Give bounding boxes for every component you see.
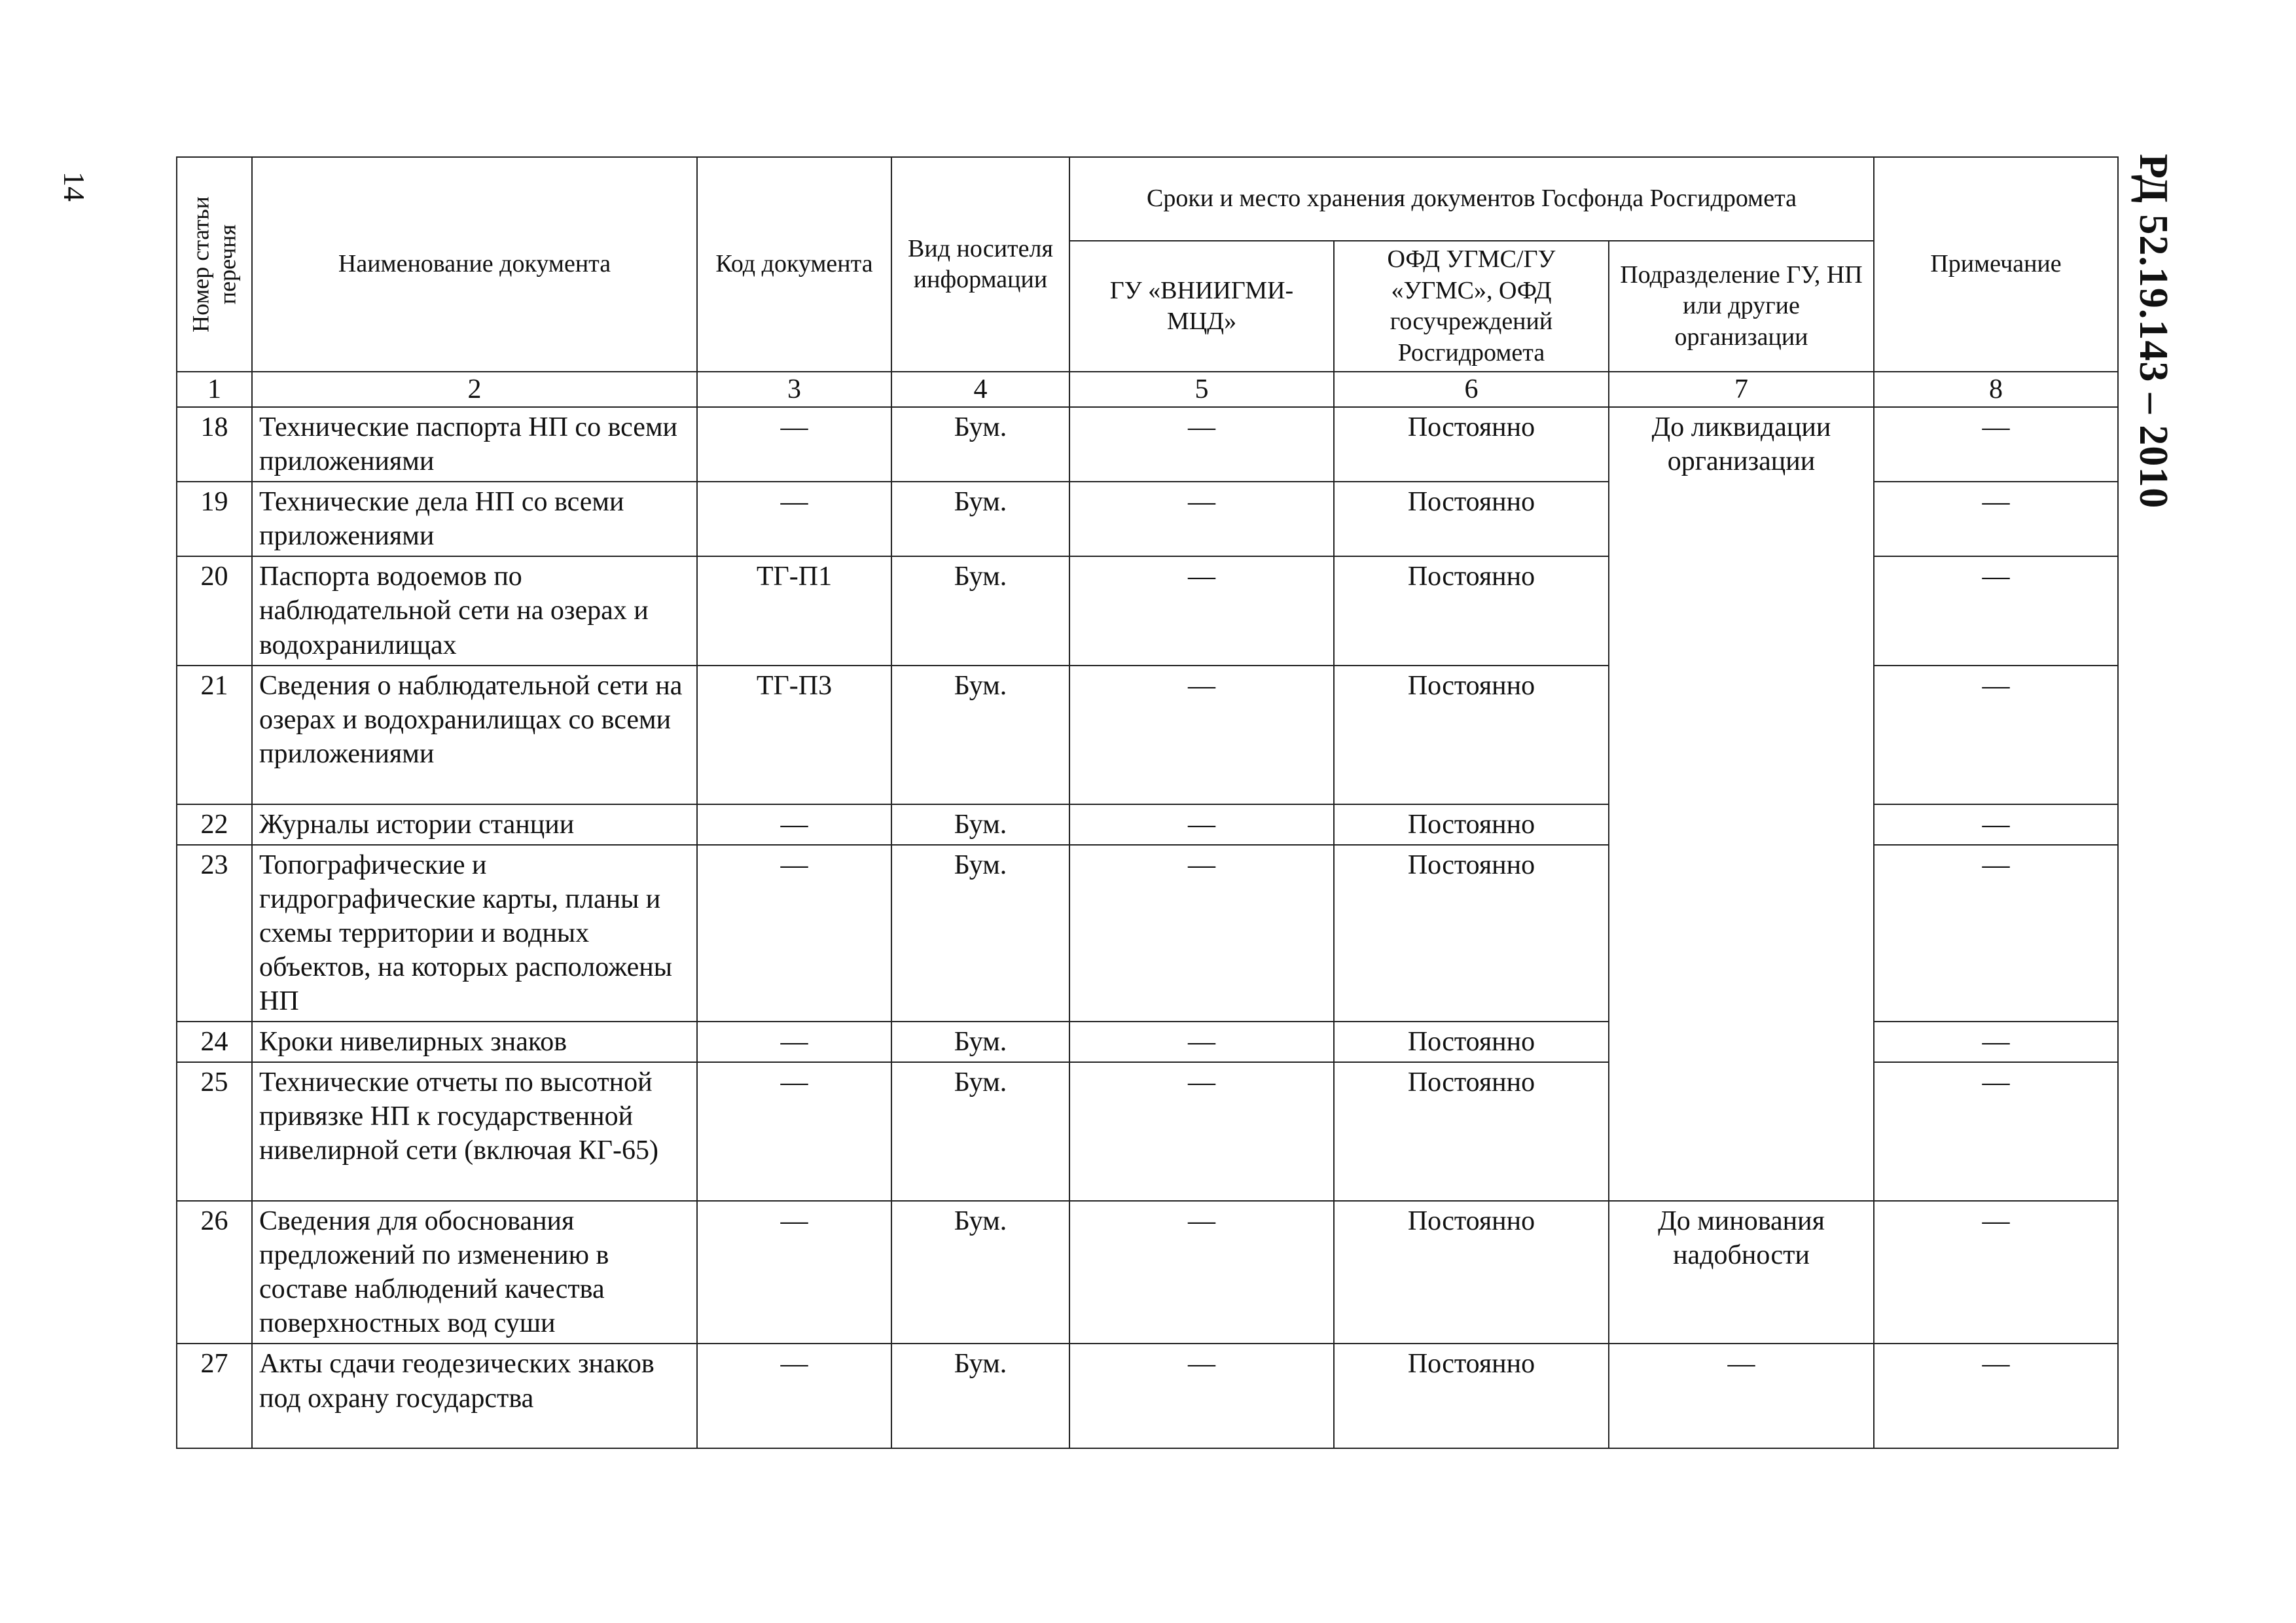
storage-b-cell: Постоянно — [1334, 1062, 1609, 1201]
document-name: Журналы истории станции — [252, 804, 697, 845]
note-cell: — — [1874, 482, 2118, 556]
storage-a-cell: — — [1069, 666, 1334, 804]
column-number: 7 — [1609, 372, 1874, 407]
document-name: Акты сдачи геодезических знаков под охрану государства — [252, 1344, 697, 1448]
storage-c-cell: — — [1609, 1344, 1874, 1448]
storage-a-cell: — — [1069, 804, 1334, 845]
media-cell: Бум. — [891, 845, 1069, 1022]
media-cell: Бум. — [891, 407, 1069, 482]
table-row — [177, 1344, 2118, 1448]
storage-b-cell: Постоянно — [1334, 804, 1609, 845]
document-name: Паспорта водоемов по наблюдательной сети на озерах и водохранилищах — [252, 556, 697, 665]
header-storage-group: Сроки и место хранения документов Госфонда Росгидромета — [1069, 157, 1874, 241]
page-number: 14 — [58, 171, 91, 202]
storage-b-cell: Постоянно — [1334, 556, 1609, 665]
column-number: 3 — [697, 372, 891, 407]
storage-b-cell: Постоянно — [1334, 845, 1609, 1022]
storage-b-cell: Постоянно — [1334, 1022, 1609, 1062]
document-name: Технические отчеты по высотной привязке НП к государственной нивелирной сети (включая КГ-65) — [252, 1062, 697, 1201]
storage-c-merged-cell: До ликвидации организации — [1609, 407, 1874, 1201]
header-item-no: Номер статьи перечня — [177, 157, 252, 372]
note-cell: — — [1874, 1022, 2118, 1062]
storage-a-cell: — — [1069, 845, 1334, 1022]
storage-b-cell: Постоянно — [1334, 666, 1609, 804]
document-code: РД 52.19.143 – 2010 — [2131, 154, 2176, 509]
document-code-cell: — — [697, 482, 891, 556]
document-name: Сведения для обоснования предложений по изменению в составе наблюдений качества поверхностных вод суши — [252, 1201, 697, 1344]
item-number: 26 — [177, 1201, 252, 1344]
media-cell: Бум. — [891, 804, 1069, 845]
document-code-cell: — — [697, 804, 891, 845]
storage-c-cell: До минования надобности — [1609, 1201, 1874, 1344]
header-storage-a: ГУ «ВНИИГМИ-МЦД» — [1069, 241, 1334, 372]
note-cell: — — [1874, 845, 2118, 1022]
column-number: 6 — [1334, 372, 1609, 407]
document-name: Технические паспорта НП со всеми приложениями — [252, 407, 697, 482]
column-number: 4 — [891, 372, 1069, 407]
storage-a-cell: — — [1069, 556, 1334, 665]
document-code-cell: — — [697, 1022, 891, 1062]
column-number: 5 — [1069, 372, 1334, 407]
note-cell: — — [1874, 407, 2118, 482]
note-cell: — — [1874, 804, 2118, 845]
note-cell: — — [1874, 556, 2118, 665]
document-code-cell: — — [697, 1062, 891, 1201]
storage-a-cell: — — [1069, 1022, 1334, 1062]
header-doc-code: Код документа — [697, 157, 891, 372]
table-row — [177, 407, 2118, 482]
document-code-cell: — — [697, 407, 891, 482]
note-cell: — — [1874, 666, 2118, 804]
item-number: 25 — [177, 1062, 252, 1201]
media-cell: Бум. — [891, 1201, 1069, 1344]
document-code-cell: ТГ-П1 — [697, 556, 891, 665]
document-name: Технические дела НП со всеми приложениями — [252, 482, 697, 556]
item-number: 19 — [177, 482, 252, 556]
item-number: 18 — [177, 407, 252, 482]
column-number: 1 — [177, 372, 252, 407]
item-number: 20 — [177, 556, 252, 665]
media-cell: Бум. — [891, 1344, 1069, 1448]
item-number: 27 — [177, 1344, 252, 1448]
media-cell: Бум. — [891, 1022, 1069, 1062]
storage-b-cell: Постоянно — [1334, 407, 1609, 482]
storage-a-cell: — — [1069, 1201, 1334, 1344]
column-number: 8 — [1874, 372, 2118, 407]
item-number: 24 — [177, 1022, 252, 1062]
item-number: 21 — [177, 666, 252, 804]
column-number-row — [177, 372, 2118, 407]
header-media: Вид носителя информации — [891, 157, 1069, 372]
media-cell: Бум. — [891, 482, 1069, 556]
table-row — [177, 1201, 2118, 1344]
item-number: 23 — [177, 845, 252, 1022]
media-cell: Бум. — [891, 556, 1069, 665]
document-code-cell: — — [697, 1344, 891, 1448]
note-cell: — — [1874, 1062, 2118, 1201]
header-storage-c: Подразделение ГУ, НП или другие организации — [1609, 241, 1874, 372]
item-number: 22 — [177, 804, 252, 845]
storage-a-cell: — — [1069, 1344, 1334, 1448]
column-number: 2 — [252, 372, 697, 407]
media-cell: Бум. — [891, 1062, 1069, 1201]
header-note: Примечание — [1874, 157, 2118, 372]
header-doc-name: Наименование документа — [252, 157, 697, 372]
document-name: Кроки нивелирных знаков — [252, 1022, 697, 1062]
note-cell: — — [1874, 1201, 2118, 1344]
document-table — [176, 156, 2119, 1449]
document-code-cell: ТГ-П3 — [697, 666, 891, 804]
header-storage-b: ОФД УГМС/ГУ «УГМС», ОФД госучреждений Росгидромета — [1334, 241, 1609, 372]
document-code-cell: — — [697, 1201, 891, 1344]
storage-b-cell: Постоянно — [1334, 1201, 1609, 1344]
document-name: Сведения о наблюдательной сети на озерах и водохранилищах со всеми приложениями — [252, 666, 697, 804]
storage-a-cell: — — [1069, 482, 1334, 556]
document-code-cell: — — [697, 845, 891, 1022]
document-name: Топографические и гидрографические карты, планы и схемы территории и водных объектов, на которых расположены НП — [252, 845, 697, 1022]
media-cell: Бум. — [891, 666, 1069, 804]
storage-b-cell: Постоянно — [1334, 1344, 1609, 1448]
storage-b-cell: Постоянно — [1334, 482, 1609, 556]
storage-a-cell: — — [1069, 1062, 1334, 1201]
note-cell: — — [1874, 1344, 2118, 1448]
storage-a-cell: — — [1069, 407, 1334, 482]
